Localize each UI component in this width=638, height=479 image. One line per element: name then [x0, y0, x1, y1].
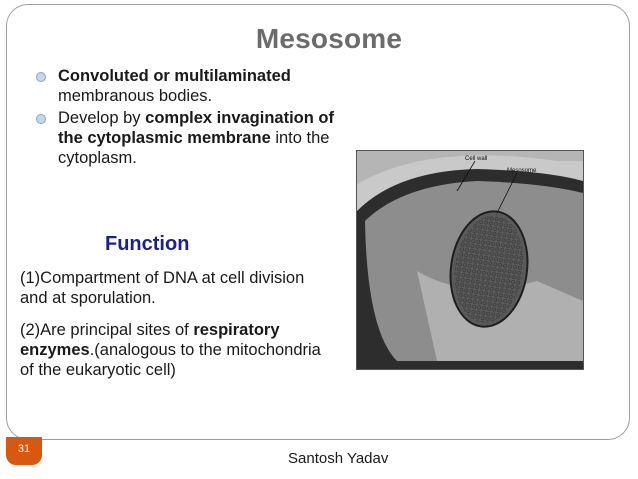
- bullet-icon: [36, 114, 46, 124]
- slide-title: Mesosome: [255, 23, 403, 54]
- mesosome-micrograph: [356, 150, 584, 370]
- bullet-bold-text: Convoluted or multilaminated: [58, 67, 291, 85]
- item-text: .(analogous to the mitochondria of the eukaryotic cell): [20, 341, 321, 379]
- bullet-bold-text: complex invagination of the cytoplasmic membrane: [58, 109, 334, 147]
- bullet-list: [34, 66, 334, 170]
- item-prefix: (1): [20, 269, 41, 287]
- function-item-1: [20, 268, 330, 308]
- bullet-item: [34, 66, 334, 106]
- bullet-text: into the cytoplasm.: [58, 129, 330, 167]
- cell-wall-label: Cell wall: [465, 156, 488, 162]
- author-footer: Santosh Yadav: [288, 450, 389, 467]
- item-prefix: (2): [20, 321, 41, 339]
- bullet-text: membranous bodies.: [58, 87, 213, 105]
- item-bold-text: respiratory enzymes: [20, 321, 280, 359]
- bullet-item: [34, 108, 334, 168]
- slide-number-badge: 31: [6, 437, 42, 465]
- item-text: Compartment of DNA at cell division and at sporulation.: [20, 269, 305, 307]
- bullet-icon: [36, 72, 46, 82]
- bullet-text: Develop by: [58, 109, 146, 127]
- function-heading: Function: [105, 233, 190, 255]
- mesosome-label: Mesosome: [507, 168, 537, 174]
- function-item-2: [20, 320, 330, 380]
- item-text: Are principal sites of: [40, 321, 194, 339]
